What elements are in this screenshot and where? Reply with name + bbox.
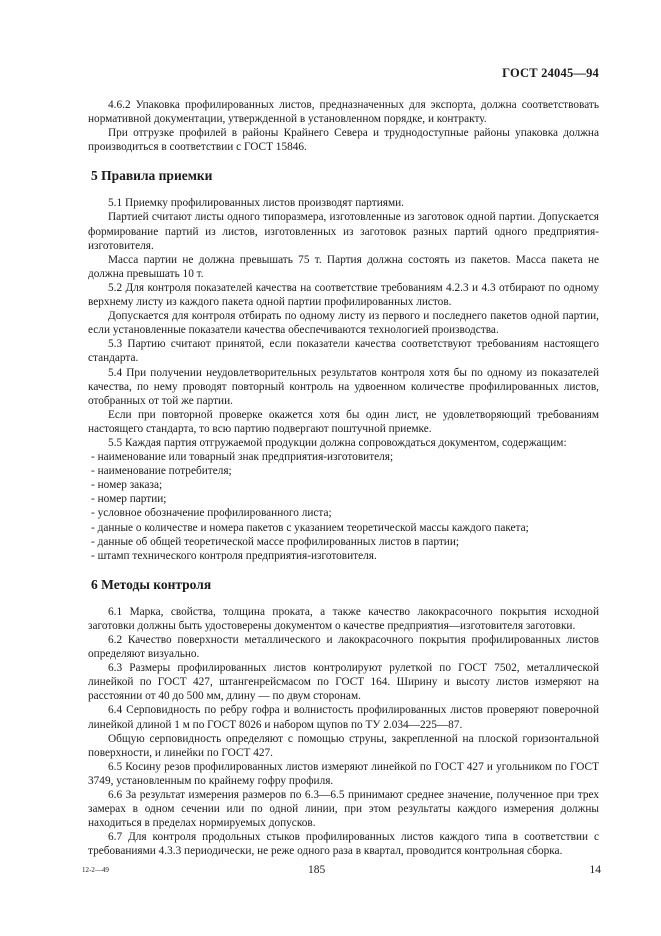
paragraph: Партией считают листы одного типоразмера, изготовленные из заготовок одной партии. Допускается формирование партий из листов, изготовленных из заготовок разных партий одного предприятия-изготовителя.	[88, 211, 599, 252]
paragraph: 5.2 Для контроля показателей качества на соответствие требованиям 4.2.3 и 4.3 отбирают по одному верхнему листу из каждого пакета одной партии профилированных листов.	[88, 281, 599, 309]
paragraph: 6.6 За результат измерения размеров по 6.3—6.5 принимают среднее значение, полученное при трех замерах в одном сечении или по одной линии, при этом результаты каждого измерения должны находиться в пределах нормируемых допусков.	[88, 789, 599, 830]
list-item: - номер заказа;	[91, 479, 163, 492]
list-item: - номер партии;	[91, 493, 167, 506]
paragraph: 5.5 Каждая партия отгружаемой продукции должна сопровождаться документом, содержащим:	[108, 436, 567, 449]
list-item: - данные о количестве и номера пакетов с указанием теоретической массы каждого пакета;	[91, 521, 529, 534]
paragraph: 6.3 Размеры профилированных листов контролируют рулеткой по ГОСТ 7502, металлической линейкой по ГОСТ 427, штангенрейсмасом по ГОСТ 164. Ширину и высоту листов измеряют на расстоянии от 40 до 500 мм, длину — по двум сторонам.	[88, 662, 599, 703]
list-item: - наименование или товарный знак предприятия-изготовителя;	[91, 451, 394, 464]
document-body	[88, 98, 599, 859]
paragraph: 6.5 Косину резов профилированных листов измеряют линейкой по ГОСТ 427 и угольником по ГОСТ 3749, установленным по крайнему гофру профиля.	[88, 760, 599, 787]
paragraph: 5.3 Партию считают принятой, если показатели качества соответствуют требованиям настоящего стандарта.	[88, 338, 599, 365]
paragraph: 6.2 Качество поверхности металлического и лакокрасочного покрытия профилированных листов определяют визуально.	[88, 634, 599, 661]
print-code: 12-2—49	[82, 866, 109, 874]
paragraph: 5.1 Приемку профилированных листов производят партиями.	[108, 197, 404, 210]
paragraph: 5.4 При получении неудовлетворительных результатов контроля хотя бы по одному из показателей качества, по нему проводят повторный контроль на удвоенном количестве профилированных листов, отобранных от той же партии.	[88, 366, 599, 407]
list-item: - условное обозначение профилированного листа;	[91, 507, 332, 520]
section-title-control-methods: 6 Методы контроля	[91, 576, 212, 592]
document-contents-list	[88, 450, 599, 563]
sheet-number: 14	[589, 864, 601, 876]
list-item: - наименование потребителя;	[91, 465, 232, 478]
paragraph: 6.1 Марка, свойства, толщина проката, а также качество лакокрасочного покрытия исходной заготовки должны быть удостоверены документом о качестве предприятия—изготовителя заготовки.	[88, 605, 599, 632]
paragraph: Общую серповидность определяют с помощью струны, закрепленной на плоской горизонтальной поверхности, и линейки по ГОСТ 427.	[88, 732, 599, 759]
paragraph: 6.7 Для контроля продольных стыков профилированных листов каждого типа в соответствии с требованиями 4.3.3 периодически, не реже одного раза в квартал, проводится контрольная сборка.	[88, 831, 599, 858]
section-title-acceptance-rules: 5 Правила приемки	[91, 168, 213, 184]
paragraph: Масса партии не должна превышать 75 т. Партия должна состоять из пакетов. Масса пакета не должна превышать 10 т.	[88, 253, 599, 280]
paragraph: Допускается для контроля отбирать по одному листу из первого и последнего пакетов одной партии, если установленные показатели качества обеспечиваются технологией производства.	[88, 310, 599, 337]
paragraph: Если при повторной проверке окажется хотя бы один лист, не удовлетворяющий требованиям настоящего стандарта, то всю партию подвергают поштучной приемке.	[88, 408, 599, 435]
paragraph: 6.4 Серповидность по ребру гофра и волнистость профилированных листов проверяют поверочной линейкой длиной 1 м по ГОСТ 8026 и набором щупов по ТУ 2.034—225—87.	[88, 704, 599, 731]
paragraph: При отгрузке профилей в районы Крайнего Севера и труднодоступные районы упаковка должна производиться в соответствии с ГОСТ 15846.	[88, 127, 599, 154]
list-item: - данные об общей теоретической массе профилированных листов в партии;	[91, 535, 460, 548]
list-item: - штамп технического контроля предприятия-изготовителя.	[91, 549, 377, 562]
page-number: 185	[308, 864, 326, 876]
standard-number: ГОСТ 24045—94	[502, 66, 599, 80]
paragraph: 4.6.2 Упаковка профилированных листов, предназначенных для экспорта, должна соответствовать нормативной документации, утвержденной в установленном порядке, и контракту.	[88, 99, 599, 126]
